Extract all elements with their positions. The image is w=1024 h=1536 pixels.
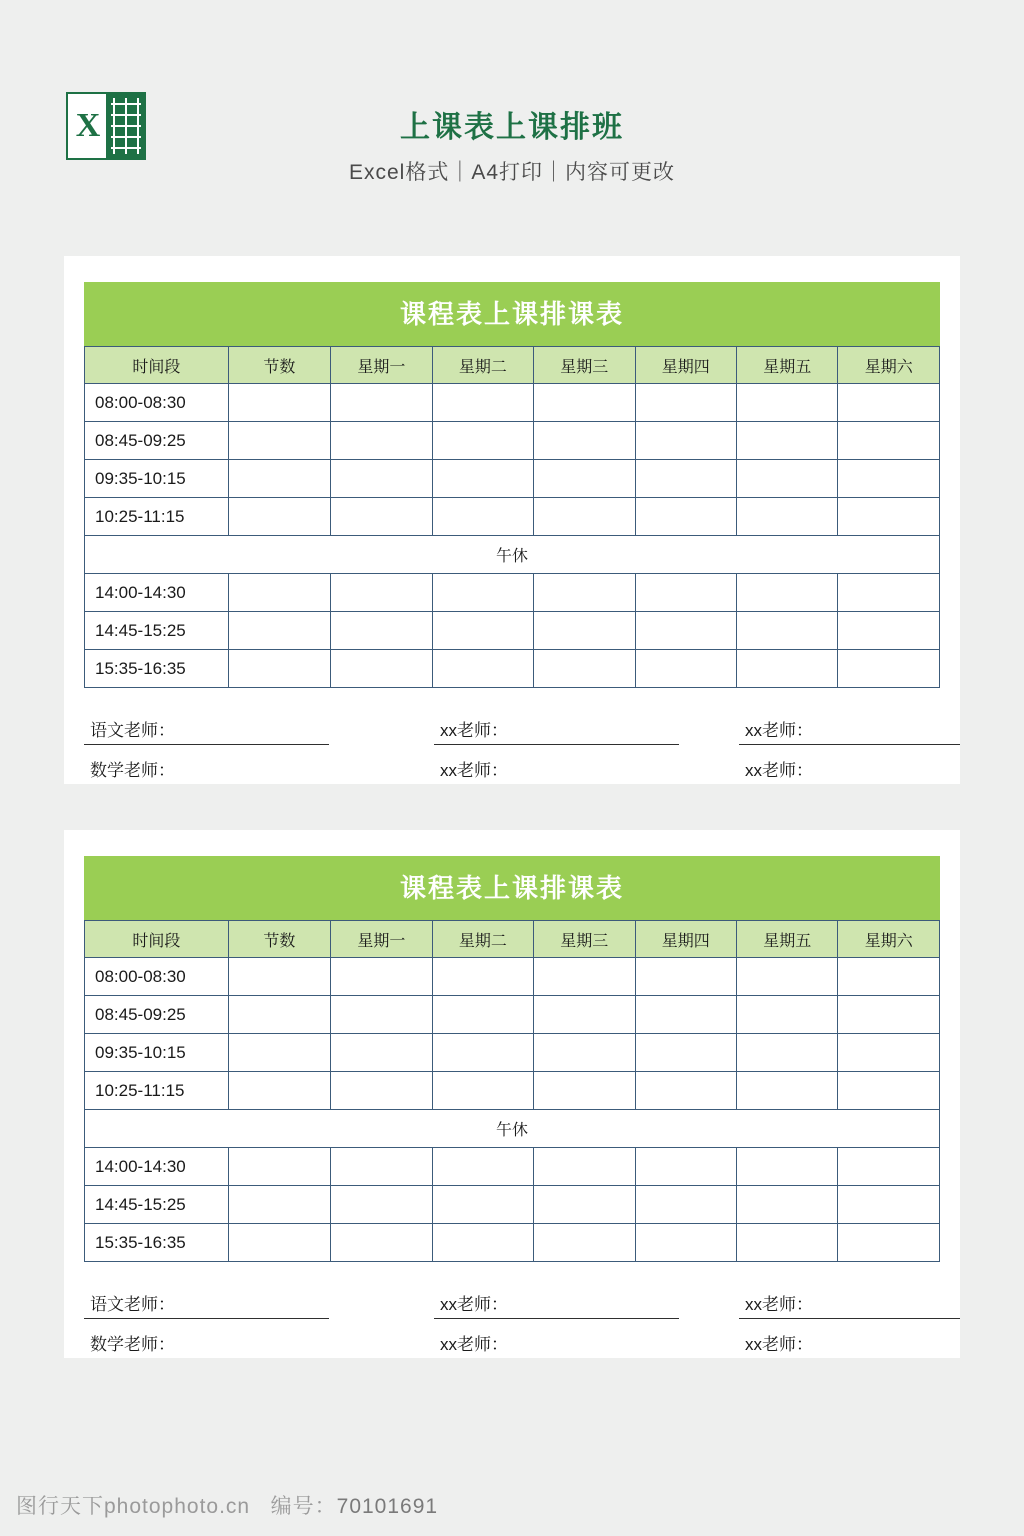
cell-thu[interactable]: [635, 422, 736, 460]
cell-thu[interactable]: [635, 1186, 736, 1224]
cell-mon[interactable]: [331, 958, 432, 996]
table-row: [85, 1034, 940, 1072]
cell-thu[interactable]: [635, 460, 736, 498]
footer-id-label: 编号：: [270, 1495, 337, 1518]
excel-logo-letter: X: [75, 107, 101, 144]
cell-fri[interactable]: [737, 650, 838, 688]
cell-mon[interactable]: [331, 650, 432, 688]
cell-fri[interactable]: [737, 1034, 838, 1072]
table-row: [85, 996, 940, 1034]
cell-tue[interactable]: [432, 996, 533, 1034]
cell-sat[interactable]: [838, 1148, 940, 1186]
cell-period[interactable]: [228, 498, 330, 536]
cell-sat[interactable]: [838, 574, 940, 612]
cell-period[interactable]: [228, 1224, 330, 1262]
col-header-sat: 星期六: [838, 921, 940, 958]
cell-period[interactable]: [228, 1072, 330, 1110]
cell-period[interactable]: [228, 996, 330, 1034]
cell-thu[interactable]: [635, 574, 736, 612]
cell-tue[interactable]: [432, 650, 533, 688]
signature-line[interactable]: [84, 1330, 329, 1358]
cell-time: 10:25-11:15: [85, 1072, 229, 1110]
table-row: [85, 460, 940, 498]
cell-time: 08:45-09:25: [85, 996, 229, 1034]
signature-line[interactable]: [84, 1290, 329, 1319]
cell-wed[interactable]: [534, 498, 635, 536]
table-row-break: [85, 536, 940, 574]
cell-period[interactable]: [228, 958, 330, 996]
cell-tue[interactable]: [432, 1034, 533, 1072]
signature-line[interactable]: [84, 716, 329, 745]
cell-mon[interactable]: [331, 574, 432, 612]
cell-time: 14:00-14:30: [85, 574, 229, 612]
signature-line[interactable]: [434, 716, 679, 745]
col-header-time: 时间段: [85, 921, 229, 958]
cell-wed[interactable]: [534, 422, 635, 460]
col-header-fri: 星期五: [737, 921, 838, 958]
cell-wed[interactable]: [534, 1148, 635, 1186]
cell-thu[interactable]: [635, 1148, 736, 1186]
cell-mon[interactable]: [331, 384, 432, 422]
signature-label: xx老师：: [745, 761, 813, 780]
signature-line[interactable]: [739, 1330, 960, 1358]
cell-thu[interactable]: [635, 1072, 736, 1110]
cell-time: 09:35-10:15: [85, 460, 229, 498]
signature-label: xx老师：: [440, 761, 508, 780]
cell-tue[interactable]: [432, 1148, 533, 1186]
cell-period[interactable]: [228, 612, 330, 650]
cell-sat[interactable]: [838, 1034, 940, 1072]
cell-mon[interactable]: [331, 460, 432, 498]
cell-period[interactable]: [228, 574, 330, 612]
cell-fri[interactable]: [737, 958, 838, 996]
table-row-break: [85, 1110, 940, 1148]
cell-fri[interactable]: [737, 1224, 838, 1262]
table-row: [85, 574, 940, 612]
cell-sat[interactable]: [838, 1224, 940, 1262]
footer-watermark: [16, 1490, 438, 1520]
cell-wed[interactable]: [534, 958, 635, 996]
cell-tue[interactable]: [432, 422, 533, 460]
table-header-row: [85, 921, 940, 958]
cell-mon[interactable]: [331, 498, 432, 536]
cell-fri[interactable]: [737, 574, 838, 612]
cell-fri[interactable]: [737, 612, 838, 650]
cell-period[interactable]: [228, 1034, 330, 1072]
signature-line[interactable]: [434, 756, 679, 784]
footer-id-value: 70101691: [336, 1495, 439, 1518]
table-row: [85, 650, 940, 688]
cell-tue[interactable]: [432, 1186, 533, 1224]
cell-thu[interactable]: [635, 958, 736, 996]
cell-sat[interactable]: [838, 1072, 940, 1110]
signature-label: 语文老师：: [90, 1295, 175, 1314]
table-header-row: [85, 347, 940, 384]
col-header-wed: 星期三: [534, 921, 635, 958]
cell-period[interactable]: [228, 460, 330, 498]
table-row: [85, 958, 940, 996]
cell-time: 08:45-09:25: [85, 422, 229, 460]
table-row: [85, 1224, 940, 1262]
cell-thu[interactable]: [635, 650, 736, 688]
signature-line[interactable]: [434, 1330, 679, 1358]
cell-mon[interactable]: [331, 1148, 432, 1186]
signature-label: 数学老师：: [90, 1335, 175, 1354]
page-header: [0, 78, 1024, 208]
schedule-table: [84, 346, 940, 688]
cell-mon[interactable]: [331, 1186, 432, 1224]
signature-label: xx老师：: [440, 721, 508, 740]
cell-wed[interactable]: [534, 1034, 635, 1072]
cell-tue[interactable]: [432, 958, 533, 996]
signature-label: xx老师：: [440, 1295, 508, 1314]
cell-period[interactable]: [228, 650, 330, 688]
cell-thu[interactable]: [635, 498, 736, 536]
cell-thu[interactable]: [635, 996, 736, 1034]
col-header-time: 时间段: [85, 347, 229, 384]
cell-tue[interactable]: [432, 1224, 533, 1262]
cell-time: 09:35-10:15: [85, 1034, 229, 1072]
cell-fri[interactable]: [737, 1186, 838, 1224]
cell-wed[interactable]: [534, 650, 635, 688]
col-header-thu: 星期四: [635, 347, 736, 384]
table-row: [85, 1148, 940, 1186]
cell-mon[interactable]: [331, 996, 432, 1034]
cell-sat[interactable]: [838, 650, 940, 688]
table-row: [85, 1186, 940, 1224]
cell-mon[interactable]: [331, 422, 432, 460]
signature-line[interactable]: [739, 756, 960, 784]
signature-line[interactable]: [84, 756, 329, 784]
table-row: [85, 422, 940, 460]
page-subtitle: Excel格式｜A4打印｜内容可更改: [348, 161, 676, 184]
cell-tue[interactable]: [432, 384, 533, 422]
table-row: [85, 612, 940, 650]
schedule-sheet-2: [64, 830, 960, 1358]
cell-wed[interactable]: [534, 996, 635, 1034]
schedule-sheet-1: [64, 256, 960, 784]
cell-sat[interactable]: [838, 996, 940, 1034]
cell-wed[interactable]: [534, 460, 635, 498]
cell-time: 15:35-16:35: [85, 650, 229, 688]
cell-time: 14:00-14:30: [85, 1148, 229, 1186]
cell-time: 10:25-11:15: [85, 498, 229, 536]
cell-sat[interactable]: [838, 460, 940, 498]
cell-thu[interactable]: [635, 384, 736, 422]
cell-wed[interactable]: [534, 574, 635, 612]
cell-sat[interactable]: [838, 498, 940, 536]
cell-period[interactable]: [228, 384, 330, 422]
col-header-mon: 星期一: [331, 921, 432, 958]
cell-mon[interactable]: [331, 612, 432, 650]
cell-fri[interactable]: [737, 1148, 838, 1186]
signature-line[interactable]: [739, 1290, 960, 1319]
cell-fri[interactable]: [737, 996, 838, 1034]
footer-site: 图行天下photophoto.cn: [16, 1495, 251, 1518]
cell-sat[interactable]: [838, 422, 940, 460]
cell-sat[interactable]: [838, 384, 940, 422]
cell-lunch-break: 午休: [85, 536, 940, 574]
cell-tue[interactable]: [432, 460, 533, 498]
cell-mon[interactable]: [331, 1034, 432, 1072]
signature-line[interactable]: [434, 1290, 679, 1319]
signature-label: xx老师：: [745, 1335, 813, 1354]
cell-period[interactable]: [228, 1186, 330, 1224]
sheet-title: 课程表上课排课表: [84, 282, 940, 346]
cell-thu[interactable]: [635, 1224, 736, 1262]
cell-time: 14:45-15:25: [85, 612, 229, 650]
signature-area: [84, 1290, 940, 1358]
cell-time: 15:35-16:35: [85, 1224, 229, 1262]
cell-fri[interactable]: [737, 460, 838, 498]
cell-period[interactable]: [228, 422, 330, 460]
cell-time: 14:45-15:25: [85, 1186, 229, 1224]
cell-sat[interactable]: [838, 1186, 940, 1224]
cell-fri[interactable]: [737, 422, 838, 460]
signature-label: xx老师：: [440, 1335, 508, 1354]
col-header-thu: 星期四: [635, 921, 736, 958]
col-header-fri: 星期五: [737, 347, 838, 384]
cell-sat[interactable]: [838, 612, 940, 650]
col-header-wed: 星期三: [534, 347, 635, 384]
cell-tue[interactable]: [432, 612, 533, 650]
table-row: [85, 1072, 940, 1110]
col-header-tue: 星期二: [432, 921, 533, 958]
cell-time: 08:00-08:30: [85, 384, 229, 422]
page-title: 上课表上课排班: [400, 111, 624, 144]
signature-label: xx老师：: [745, 1295, 813, 1314]
col-header-period: 节数: [228, 921, 330, 958]
table-row: [85, 384, 940, 422]
cell-wed[interactable]: [534, 384, 635, 422]
signature-label: xx老师：: [745, 721, 813, 740]
cell-mon[interactable]: [331, 1224, 432, 1262]
cell-wed[interactable]: [534, 1186, 635, 1224]
cell-wed[interactable]: [534, 1224, 635, 1262]
col-header-sat: 星期六: [838, 347, 940, 384]
cell-period[interactable]: [228, 1148, 330, 1186]
cell-time: 08:00-08:30: [85, 958, 229, 996]
table-row: [85, 498, 940, 536]
signature-area: [84, 716, 940, 784]
cell-tue[interactable]: [432, 498, 533, 536]
cell-wed[interactable]: [534, 612, 635, 650]
cell-sat[interactable]: [838, 958, 940, 996]
col-header-mon: 星期一: [331, 347, 432, 384]
sheet-title: 课程表上课排课表: [84, 856, 940, 920]
signature-label: 数学老师：: [90, 761, 175, 780]
cell-fri[interactable]: [737, 384, 838, 422]
signature-label: 语文老师：: [90, 721, 175, 740]
cell-fri[interactable]: [737, 498, 838, 536]
cell-wed[interactable]: [534, 1072, 635, 1110]
cell-tue[interactable]: [432, 1072, 533, 1110]
cell-tue[interactable]: [432, 574, 533, 612]
cell-mon[interactable]: [331, 1072, 432, 1110]
col-header-period: 节数: [228, 347, 330, 384]
cell-thu[interactable]: [635, 612, 736, 650]
cell-lunch-break: 午休: [85, 1110, 940, 1148]
cell-fri[interactable]: [737, 1072, 838, 1110]
col-header-tue: 星期二: [432, 347, 533, 384]
schedule-table: [84, 920, 940, 1262]
cell-thu[interactable]: [635, 1034, 736, 1072]
signature-line[interactable]: [739, 716, 960, 745]
